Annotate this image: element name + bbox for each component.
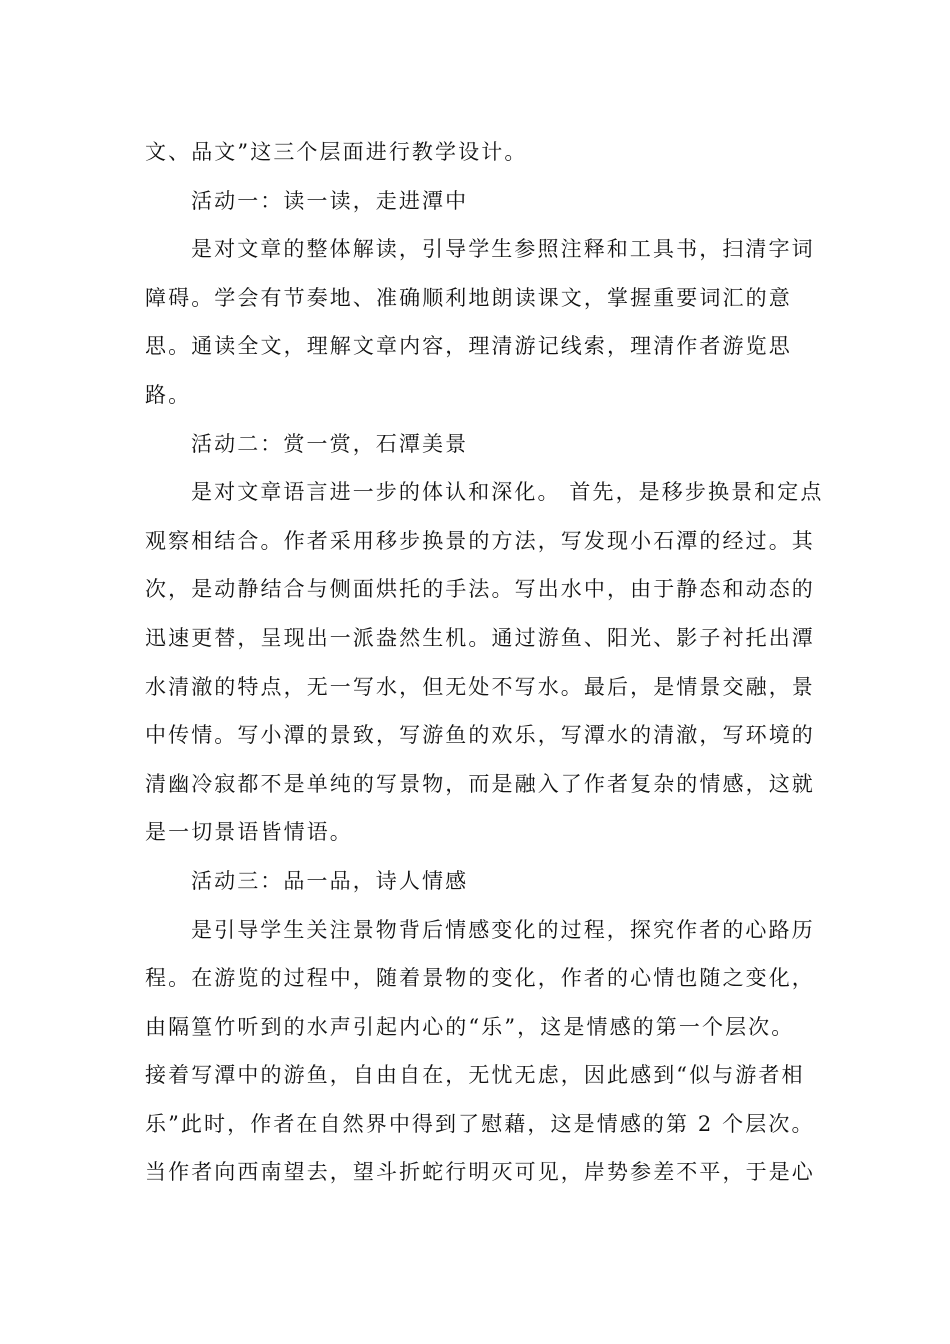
text-line: 程。在游览的过程中，随着景物的变化，作者的心情也随之变化，	[145, 966, 815, 991]
text-line: 次，是动静结合与侧面烘托的手法。写出水中，由于静态和动态的	[145, 577, 815, 602]
text-line: 接着写潭中的游鱼，自由自在，无忧无虑，因此感到“似与游者相	[145, 1063, 805, 1088]
text-line: 由隔篁竹听到的水声引起内心的“乐”，这是情感的第一个层次。	[145, 1014, 795, 1039]
paragraph-first-line: 活动一：读一读，走进潭中	[191, 188, 469, 213]
paragraph-first-line: 活动三：品一品，诗人情感	[191, 868, 469, 893]
text-line: 水清澈的特点，无一写水，但无处不写水。最后，是情景交融，景	[145, 674, 815, 699]
text-line: 思。通读全文，理解文章内容，理清游记线索，理清作者游览思	[145, 334, 792, 359]
text-line: 是一切景语皆情语。	[145, 820, 353, 845]
text-line: 观察相结合。作者采用移步换景的方法，写发现小石潭的经过。其	[145, 528, 815, 553]
paragraph-first-line: 是对文章的整体解读，引导学生参照注释和工具书，扫清字词	[191, 237, 815, 262]
text-line: 路。	[145, 382, 192, 407]
paragraph-first-line: 活动二：赏一赏，石潭美景	[191, 431, 469, 456]
text-line: 中传情。写小潭的景致，写游鱼的欢乐，写潭水的清澈，写环境的	[145, 723, 815, 748]
text-line: 清幽冷寂都不是单纯的写景物，而是融入了作者复杂的情感，这就	[145, 771, 815, 796]
text-line: 当作者向西南望去，望斗折蛇行明灭可见，岸势参差不平，于是心	[145, 1160, 815, 1185]
body-text	[145, 128, 824, 1197]
text-line: 乐”此时，作者在自然界中得到了慰藉，这是情感的第 2 个层次。	[145, 1111, 815, 1136]
text-line: 障碍。学会有节奏地、准确顺利地朗读课文，掌握重要词汇的意	[145, 285, 792, 310]
paragraph-first-line: 是引导学生关注景物背后情感变化的过程，探究作者的心路历	[191, 917, 815, 942]
text-line: 文、品文”这三个层面进行教学设计。	[145, 140, 528, 164]
paragraph-first-line: 是对文章语言进一步的体认和深化。 首先，是移步换景和定点	[191, 480, 824, 505]
text-line: 迅速更替，呈现出一派盎然生机。通过游鱼、阳光、影子衬托出潭	[145, 625, 815, 650]
